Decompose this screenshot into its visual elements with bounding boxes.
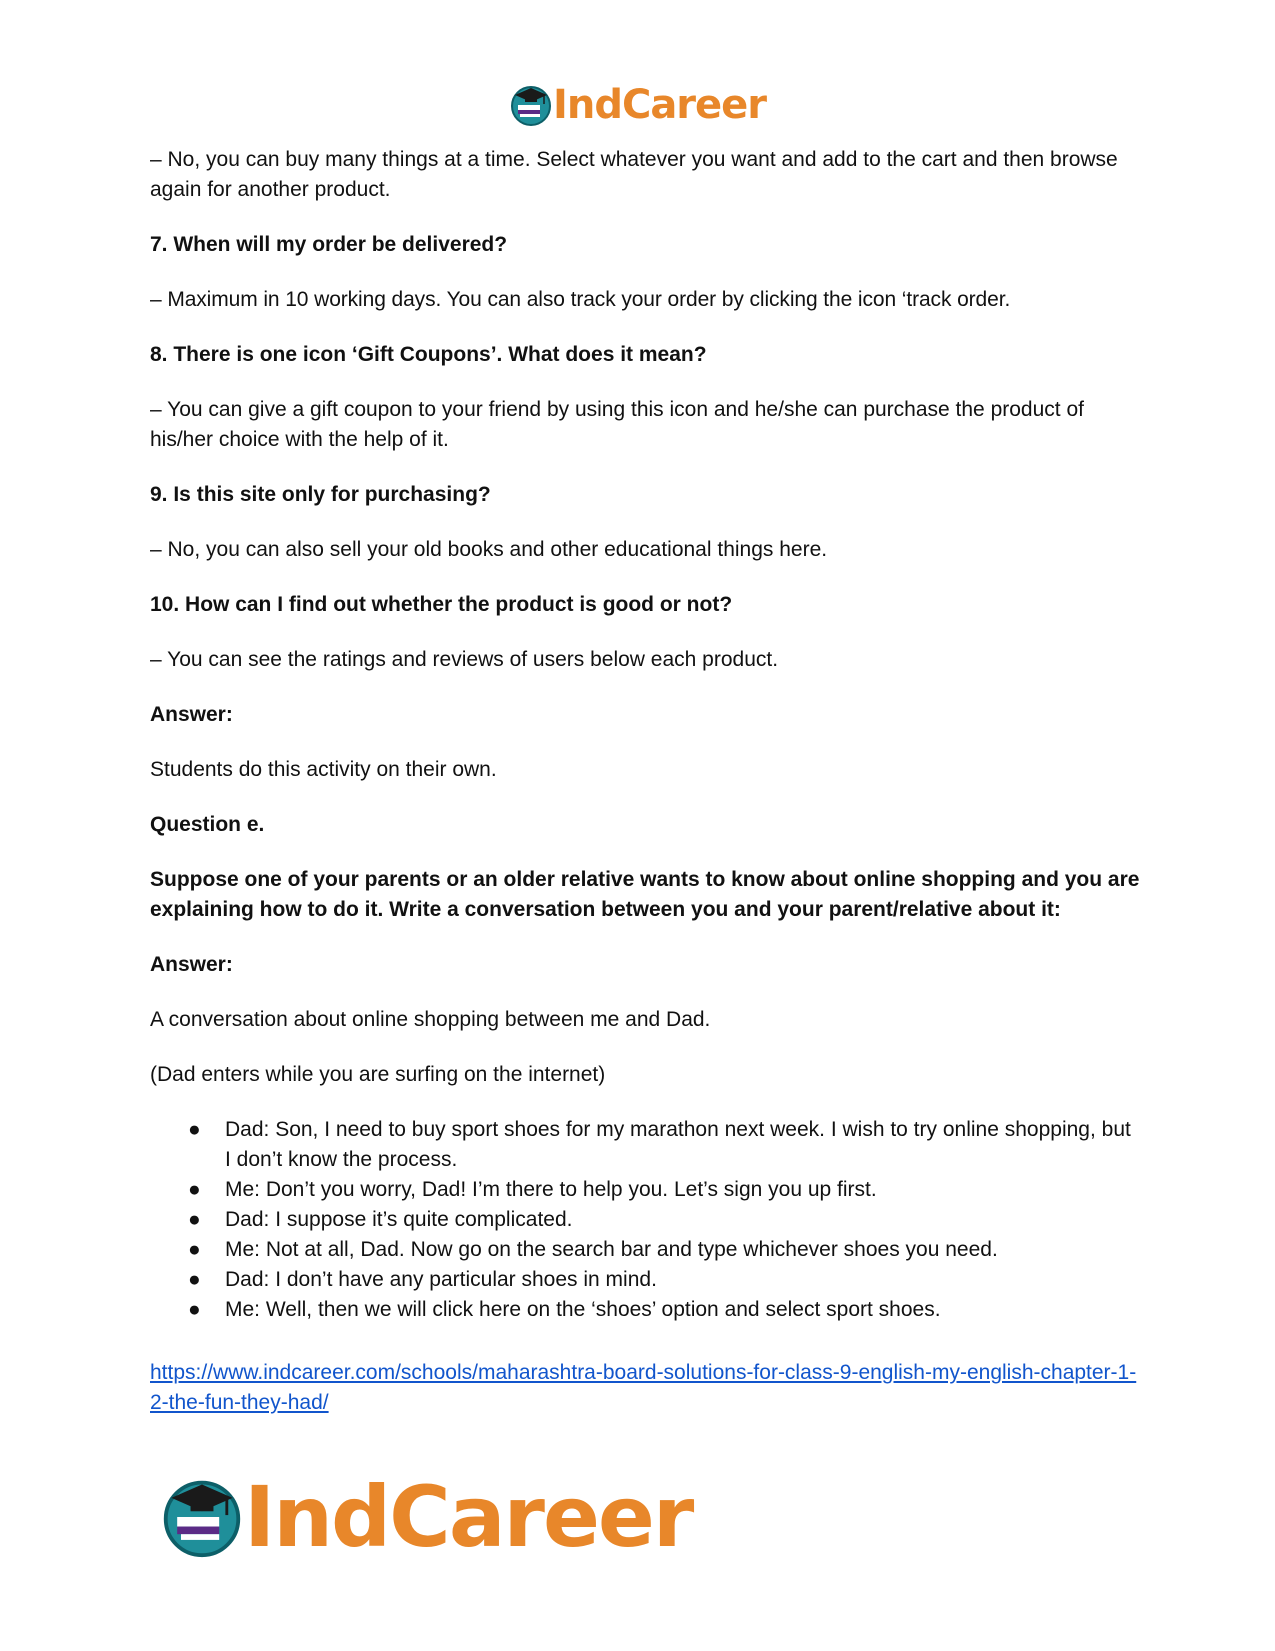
conversation-intro: A conversation about online shopping between me and Dad.	[150, 1008, 711, 1031]
list-item	[150, 1205, 1140, 1235]
indcareer-logo	[160, 1468, 692, 1566]
answer-7: – Maximum in 10 working days. You can also track your order by clicking the icon ‘track order.	[150, 288, 1011, 311]
conversation-line: Me: Don’t you worry, Dad! I’m there to help you. Let’s sign you up first.	[225, 1178, 877, 1201]
conversation-list	[150, 1115, 1140, 1325]
indcareer-logo	[509, 82, 766, 128]
header-logo	[0, 80, 1275, 130]
list-item	[150, 1115, 1140, 1175]
conversation-line: Me: Well, then we will click here on the ‘shoes’ option and select sport shoes.	[225, 1298, 941, 1321]
question-9: 9. Is this site only for purchasing?	[150, 483, 491, 506]
logo-text: IndCareer	[552, 82, 767, 128]
paragraph-answer-6: – No, you can buy many things at a time. Select whatever you want and add to the cart and then browse again for another product.	[150, 148, 1118, 201]
graduation-globe-icon	[509, 83, 553, 127]
footer-logo	[160, 1468, 692, 1566]
answer-8: – You can give a gift coupon to your friend by using this icon and he/she can purchase the product of his/her choice with the help of it.	[150, 398, 1084, 451]
question-10: 10. How can I find out whether the product is good or not?	[150, 593, 733, 616]
graduation-globe-icon	[160, 1475, 244, 1559]
source-link[interactable]: https://www.indcareer.com/schools/maharashtra-board-solutions-for-class-9-english-my-english-chapter-1-2-the-fun-they-had/	[150, 1361, 1137, 1414]
conversation-stage-direction: (Dad enters while you are surfing on the internet)	[150, 1063, 606, 1086]
document-body	[150, 145, 1140, 1418]
list-item	[150, 1265, 1140, 1295]
bullet-icon: ●	[188, 1298, 201, 1321]
bullet-icon: ●	[188, 1238, 201, 1261]
bullet-icon: ●	[188, 1178, 201, 1201]
question-7: 7. When will my order be delivered?	[150, 233, 508, 256]
list-item	[150, 1235, 1140, 1265]
answer-text: Students do this activity on their own.	[150, 758, 497, 781]
conversation-line: Dad: Son, I need to buy sport shoes for my marathon next week. I wish to try online shopping, but I don’t know the process.	[225, 1118, 1131, 1171]
bullet-icon: ●	[188, 1208, 201, 1231]
logo-text: IndCareer	[244, 1468, 693, 1566]
question-8: 8. There is one icon ‘Gift Coupons’. What does it mean?	[150, 343, 707, 366]
conversation-line: Dad: I don’t have any particular shoes in mind.	[225, 1268, 657, 1291]
answer-10: – You can see the ratings and reviews of users below each product.	[150, 648, 779, 671]
bullet-icon: ●	[188, 1268, 201, 1291]
list-item	[150, 1175, 1140, 1205]
question-e-heading: Question e.	[150, 813, 265, 836]
answer-label: Answer:	[150, 953, 233, 976]
question-e-text: Suppose one of your parents or an older relative wants to know about online shopping and you are explaining how to do it. Write a conversation between you and your parent/relative about it:	[150, 868, 1140, 921]
conversation-line: Me: Not at all, Dad. Now go on the search bar and type whichever shoes you need.	[225, 1238, 998, 1261]
answer-label: Answer:	[150, 703, 233, 726]
bullet-icon: ●	[188, 1118, 201, 1141]
conversation-line: Dad: I suppose it’s quite complicated.	[225, 1208, 573, 1231]
list-item	[150, 1295, 1140, 1325]
answer-9: – No, you can also sell your old books and other educational things here.	[150, 538, 828, 561]
